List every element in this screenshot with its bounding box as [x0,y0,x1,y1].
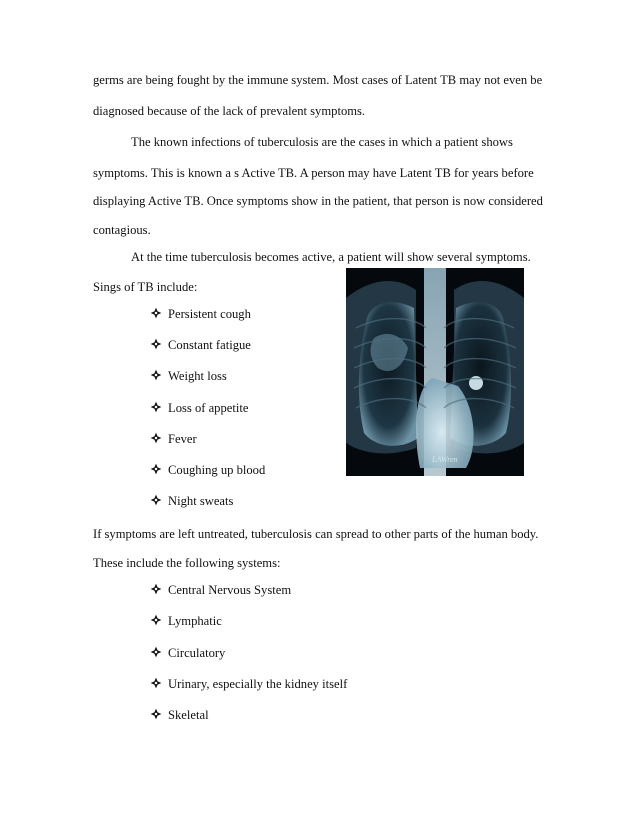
diamond-bullet-icon [150,614,162,626]
diamond-bullet-icon [150,677,162,689]
chest-xray-graphic [346,268,524,476]
paragraph-line: If symptoms are left untreated, tuberculosis can spread to other parts of the human body. [93,527,539,541]
paragraph-line: displaying Active TB. Once symptoms show in the patient, that person is now considered [93,194,543,208]
paragraph-line: symptoms. This is known a s Active TB. A person may have Latent TB for years before [93,166,534,180]
xray-signature: LAWren [432,455,458,464]
list-item [150,462,265,478]
paragraph-line: germs are being fought by the immune system. Most cases of Latent TB may not even be [93,73,543,87]
list-item-label: Skeletal [168,708,209,723]
diamond-bullet-icon [150,307,162,319]
list-item [150,582,291,598]
list-item [150,337,251,353]
list-item-label: Fever [168,431,197,446]
list-item [150,368,227,384]
list-item-label: Night sweats [168,494,234,509]
list-item-label: Constant fatigue [168,338,251,353]
list-item [150,676,347,692]
list-item-label: Urinary, especially the kidney itself [168,676,348,691]
paragraph-line: contagious. [93,223,151,237]
diamond-bullet-icon [150,369,162,381]
list-item [150,306,251,322]
list-item-label: Lymphatic [168,614,222,629]
list-item-label: Loss of appetite [168,400,249,415]
list-item [150,645,225,661]
diamond-bullet-icon [150,646,162,658]
paragraph-line: The known infections of tuberculosis are the cases in which a patient shows [131,135,513,149]
paragraph-line: At the time tuberculosis becomes active, a patient will show several symptoms. [131,250,531,264]
diamond-bullet-icon [150,708,162,720]
diamond-bullet-icon [150,338,162,350]
list-item [150,400,248,416]
list-item-label: Central Nervous System [168,583,292,597]
list-item-label: Persistent cough [168,307,251,321]
paragraph-line: Sings of TB include: [93,280,198,294]
list-item [150,707,209,723]
paragraph-line: These include the following systems: [93,556,281,570]
diamond-bullet-icon [150,583,162,595]
list-item-label: Circulatory [168,645,226,660]
paragraph-line: diagnosed because of the lack of prevalent symptoms. [93,104,366,118]
list-item-label: Weight loss [168,369,227,384]
list-item [150,613,222,629]
list-item [150,493,233,509]
diamond-bullet-icon [150,432,162,444]
list-item-label: Coughing up blood [168,463,266,477]
diamond-bullet-icon [150,463,162,475]
chest-xray-image [346,268,524,476]
list-item [150,431,197,447]
diamond-bullet-icon [150,401,162,413]
diamond-bullet-icon [150,494,162,506]
